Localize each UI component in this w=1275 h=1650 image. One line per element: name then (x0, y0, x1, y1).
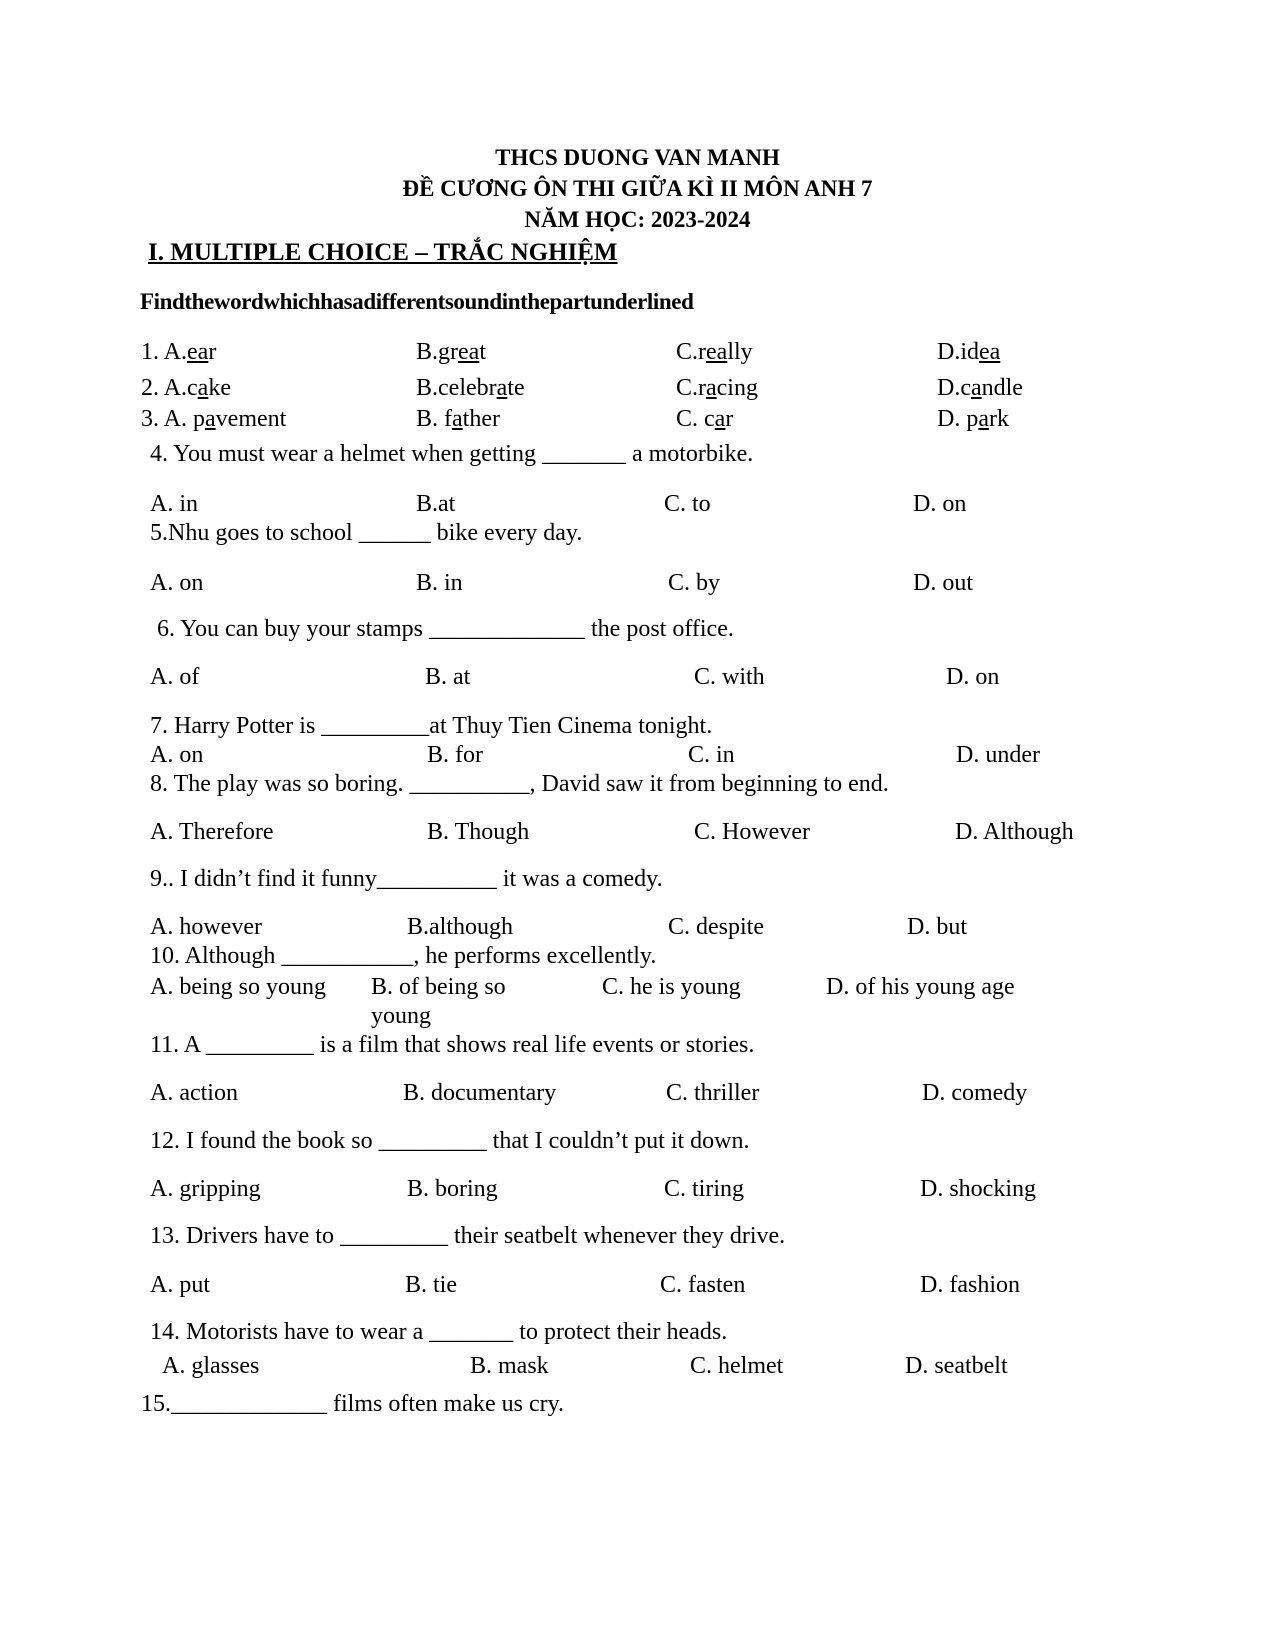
q2-option-b: B.celebrate (416, 375, 525, 401)
q8-stem: 8. The play was so boring. __________, David saw it from beginning to end. (150, 771, 889, 797)
q12-option-a: A. gripping (150, 1176, 261, 1202)
q6-option-c: C. with (694, 664, 765, 690)
q8-option-b: B. Though (427, 819, 530, 845)
q14-option-c: C. helmet (690, 1353, 784, 1379)
q8-option-d: D. Although (955, 819, 1074, 845)
q7-option-b: B. for (427, 742, 483, 768)
q5-option-a: A. on (150, 570, 204, 596)
q2-option-a: 2. A.cake (141, 375, 231, 401)
q2-option-c: C.racing (676, 375, 758, 401)
school-name: THCS DUONG VAN MANH (495, 145, 780, 170)
q5-option-c: C. by (668, 570, 721, 596)
q13-option-a: A. put (150, 1272, 210, 1298)
q4-option-a: A. in (150, 491, 198, 517)
q15-stem: 15._____________ films often make us cry. (141, 1391, 565, 1417)
q3-option-b: B. father (416, 406, 500, 432)
q7-option-c: C. in (688, 742, 735, 768)
q8-option-c: C. However (694, 819, 810, 845)
q10-option-b-continued: young (371, 1003, 431, 1029)
q5-option-b: B. in (416, 570, 463, 596)
q3-option-c: C. car (676, 406, 734, 432)
q9-option-a: A. however (150, 914, 262, 940)
q9-option-d: D. but (907, 914, 967, 940)
q4-option-c: C. to (664, 491, 711, 517)
q8-option-a: A. Therefore (150, 819, 274, 845)
school-year: NĂM HỌC: 2023-2024 (524, 207, 751, 232)
q13-option-d: D. fashion (920, 1272, 1020, 1298)
q9-stem: 9.. I didn’t find it funny__________ it was a comedy. (150, 866, 663, 892)
q13-stem: 13. Drivers have to _________ their seatbelt whenever they drive. (150, 1223, 786, 1249)
q10-option-b: B. of being so (371, 974, 506, 1000)
q7-option-d: D. under (956, 742, 1040, 768)
q9-option-c: C. despite (668, 914, 764, 940)
q3-option-d: D. park (937, 406, 1009, 432)
q4-option-b: B.at (416, 491, 456, 517)
q2-option-d: D.candle (937, 375, 1023, 401)
q3-option-a: 3. A. pavement (141, 406, 287, 432)
q1-option-b: B.great (416, 339, 486, 365)
q14-stem: 14. Motorists have to wear a _______ to protect their heads. (150, 1319, 728, 1345)
q1-option-c: C.really (676, 339, 753, 365)
q4-stem: 4. You must wear a helmet when getting _______ a motorbike. (150, 441, 754, 467)
q5-stem: 5.Nhu goes to school ______ bike every day. (150, 520, 583, 546)
q12-stem: 12. I found the book so _________ that I couldn’t put it down. (150, 1128, 750, 1154)
q13-option-b: B. tie (405, 1272, 457, 1298)
q11-option-d: D. comedy (922, 1080, 1028, 1106)
q10-option-c: C. he is young (602, 974, 741, 1000)
q10-option-a: A. being so young (150, 974, 326, 1000)
q7-stem: 7. Harry Potter is _________at Thuy Tien Cinema tonight. (150, 713, 713, 739)
q11-option-a: A. action (150, 1080, 238, 1106)
q14-option-a: A. glasses (162, 1353, 260, 1379)
section-heading: I. MULTIPLE CHOICE – TRẮC NGHIỆM (148, 239, 618, 266)
q10-stem: 10. Although ___________, he performs excellently. (150, 943, 657, 969)
q1-option-a: 1. A.ear (141, 339, 217, 365)
q7-option-a: A. on (150, 742, 204, 768)
q12-option-b: B. boring (407, 1176, 498, 1202)
q10-option-d: D. of his young age (826, 974, 1015, 1000)
q12-option-c: C. tiring (664, 1176, 745, 1202)
q14-option-d: D. seatbelt (905, 1353, 1008, 1379)
q1-option-d: D.idea (937, 339, 1001, 365)
q11-stem: 11. A _________ is a film that shows real life events or stories. (150, 1032, 755, 1058)
q5-option-d: D. out (913, 570, 973, 596)
instruction: Findthewordwhichhasadifferentsoundinthepartunderlined (140, 289, 694, 314)
q14-option-b: B. mask (470, 1353, 549, 1379)
q6-option-a: A. of (150, 664, 200, 690)
q9-option-b: B.although (407, 914, 513, 940)
q6-option-d: D. on (946, 664, 1000, 690)
q4-option-d: D. on (913, 491, 967, 517)
q11-option-c: C. thriller (666, 1080, 760, 1106)
q13-option-c: C. fasten (660, 1272, 746, 1298)
document-title: ĐỀ CƯƠNG ÔN THI GIỮA KÌ II MÔN ANH 7 (402, 176, 873, 201)
q6-stem: 6. You can buy your stamps _____________ the post office. (157, 616, 734, 642)
q12-option-d: D. shocking (920, 1176, 1036, 1202)
q6-option-b: B. at (425, 664, 471, 690)
q11-option-b: B. documentary (403, 1080, 557, 1106)
